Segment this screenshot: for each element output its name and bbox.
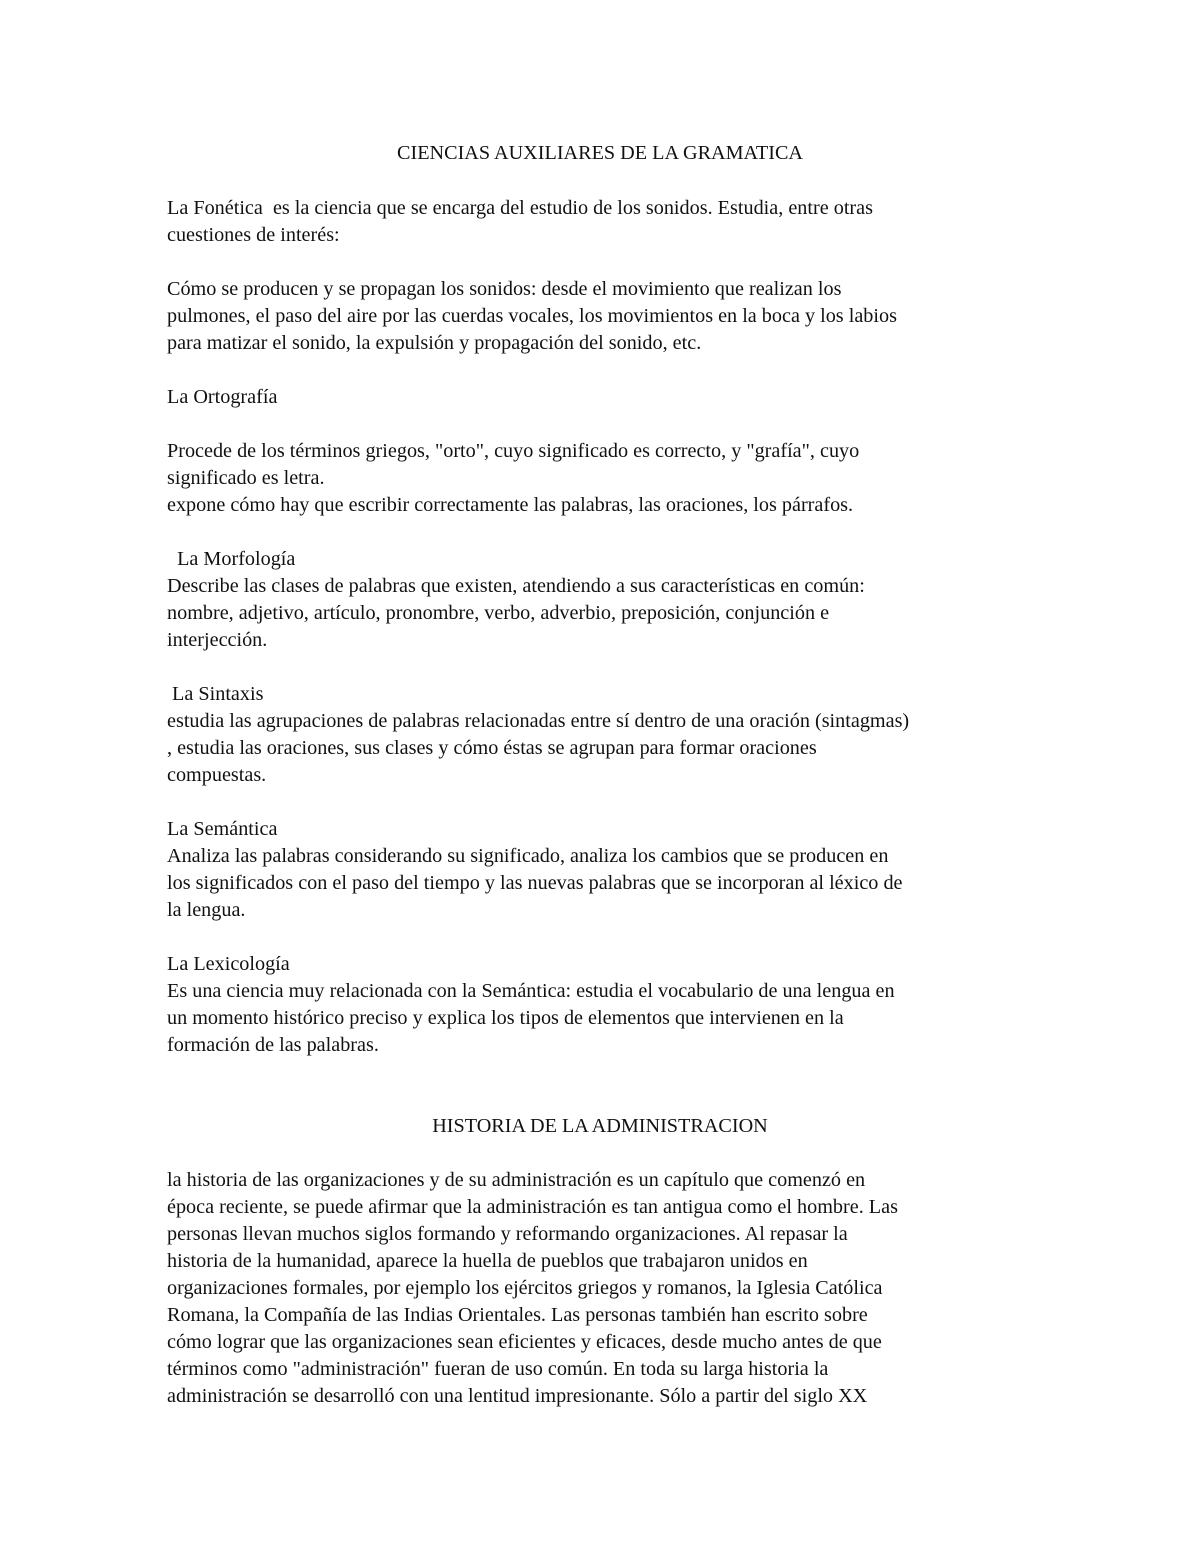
morfologia-heading: La Morfología (167, 548, 296, 570)
sintaxis-heading: La Sintaxis (167, 683, 264, 705)
administracion-line-9: administración se desarrolló con una lentitud impresionante. Sólo a partir del siglo XX (167, 1385, 868, 1407)
administracion-line-5: organizaciones formales, por ejemplo los ejércitos griegos y romanos, la Iglesia Católica (167, 1277, 883, 1299)
morfologia-line-2: nombre, adjetivo, artículo, pronombre, verbo, adverbio, preposición, conjunción e (167, 602, 830, 624)
semantica-line-1: Analiza las palabras considerando su significado, analiza los cambios que se producen en (167, 845, 889, 867)
lexicologia-line-2: un momento histórico preciso y explica los tipos de elementos que intervienen en la (167, 1007, 844, 1029)
section-title-gramatica: CIENCIAS AUXILIARES DE LA GRAMATICA (397, 142, 803, 164)
fonetica-line-1: La Fonética es la ciencia que se encarga del estudio de los sonidos. Estudia, entre otras (167, 197, 873, 219)
ortografia-heading: La Ortografía (167, 386, 278, 408)
ortografia-line-2: significado es letra. (167, 467, 325, 489)
fonetica-detail-line-1: Cómo se producen y se propagan los sonidos: desde el movimiento que realizan los (167, 278, 842, 300)
fonetica-detail-line-2: pulmones, el paso del aire por las cuerdas vocales, los movimientos en la boca y los labios (167, 305, 897, 327)
administracion-line-4: historia de la humanidad, aparece la huella de pueblos que trabajaron unidos en (167, 1250, 808, 1272)
administracion-line-3: personas llevan muchos siglos formando y reformando organizaciones. Al repasar la (167, 1223, 848, 1245)
semantica-heading: La Semántica (167, 818, 278, 840)
administracion-line-7: cómo lograr que las organizaciones sean eficientes y eficaces, desde mucho antes de que (167, 1331, 882, 1353)
sintaxis-line-3: compuestas. (167, 764, 267, 786)
lexicologia-line-1: Es una ciencia muy relacionada con la Semántica: estudia el vocabulario de una lengua en (167, 980, 895, 1002)
ortografia-line-3: expone cómo hay que escribir correctamente las palabras, las oraciones, los párrafos. (167, 494, 854, 516)
sintaxis-line-2: , estudia las oraciones, sus clases y cómo éstas se agrupan para formar oraciones (167, 737, 817, 759)
section-title-administracion: HISTORIA DE LA ADMINISTRACION (432, 1115, 768, 1137)
administracion-line-6: Romana, la Compañía de las Indias Orientales. Las personas también han escrito sobre (167, 1304, 868, 1326)
semantica-line-3: la lengua. (167, 899, 246, 921)
fonetica-detail-line-3: para matizar el sonido, la expulsión y propagación del sonido, etc. (167, 332, 702, 354)
lexicologia-line-3: formación de las palabras. (167, 1034, 379, 1056)
administracion-line-2: época reciente, se puede afirmar que la administración es tan antigua como el hombre. Las (167, 1196, 898, 1218)
morfologia-line-3: interjección. (167, 629, 268, 651)
administracion-line-1: la historia de las organizaciones y de su administración es un capítulo que comenzó en (167, 1169, 866, 1191)
semantica-line-2: los significados con el paso del tiempo y las nuevas palabras que se incorporan al léxico de (167, 872, 903, 894)
sintaxis-line-1: estudia las agrupaciones de palabras relacionadas entre sí dentro de una oración (sintagmas) (167, 710, 910, 732)
ortografia-line-1: Procede de los términos griegos, "orto", cuyo significado es correcto, y "grafía", cuyo (167, 440, 860, 462)
fonetica-line-2: cuestiones de interés: (167, 224, 340, 246)
lexicologia-heading: La Lexicología (167, 953, 290, 975)
administracion-line-8: términos como "administración" fueran de uso común. En toda su larga historia la (167, 1358, 829, 1380)
morfologia-line-1: Describe las clases de palabras que existen, atendiendo a sus características en común: (167, 575, 865, 597)
